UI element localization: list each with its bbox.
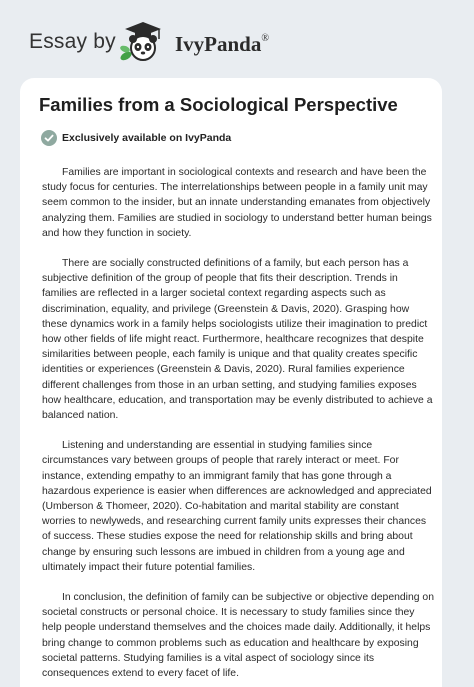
exclusive-badge-label: Exclusively available on IvyPanda: [62, 132, 232, 144]
ivypanda-logo-icon[interactable]: [117, 20, 169, 66]
essay-by-label: Essay by: [29, 30, 116, 53]
check-circle-icon: [41, 130, 57, 146]
essay-title: Families from a Sociological Perspective: [39, 94, 398, 115]
trademark-symbol: ®: [261, 33, 269, 44]
exclusive-badge: [41, 130, 231, 146]
paragraph: Listening and understanding are essential in studying families since circumstances vary between groups of people that rarely interact or meet. For instance, extending empathy to an immigrant family that has gone through a hazardous experience is easier when differences are acknowledged and appreciated (Umberson & Thomeer, 2020). Co-habitation and marital stability are constant worries to newlyweds, and researching current family units expresses their chances of success. These studies expose the need for relationship skills and bring about change by ensuring such lessons are imbued in children from a young age and ultimately impact their future potential families.: [42, 440, 432, 573]
brand-name[interactable]: [175, 32, 269, 57]
essay-body: [42, 165, 434, 687]
paragraph: There are socially constructed definitions of a family, but each person has a subjective definition of the group of people that fits their description. Trends in families are reflected in a larger societal context regarding aspects such as discrimination, equality, and privilege (Greenstein & Davis, 2020). Grasping how these dynamics work in a family helps sociologists utilize their imagination to predict how other fields of life might react. Furthermore, healthcare recognizes that despite similarities between people, each family is unique and that quality creates specific identities or experiences (Greenstein & Davis, 2020). Rural families experience different challenges from those in an urban setting, and studying families exposes how healthcare, education, and transportation may be evenly distributed to achieve a balanced nation.: [42, 258, 433, 422]
paragraph: Families are important in sociological contexts and research and have been the study focus for centuries. The interrelationships between people in a family unit may seem common to the insider, but an innate understanding emanates from objectively analyzing them. Families are studied in sociology to understand better human beings and how they function in society.: [42, 167, 432, 239]
site-header: [0, 0, 474, 78]
paragraph: In conclusion, the definition of family can be subjective or objective depending on societal constructs or personal choice. It is necessary to study families since they help people understand themselves and the choices made daily. Additionally, it helps bring change to common problems such as education and healthcare by exposing societal patterns. Studying families is a vital aspect of sociology since its consequences extend to every facet of life.: [42, 592, 434, 680]
brand-name-text: IvyPanda: [175, 32, 262, 56]
